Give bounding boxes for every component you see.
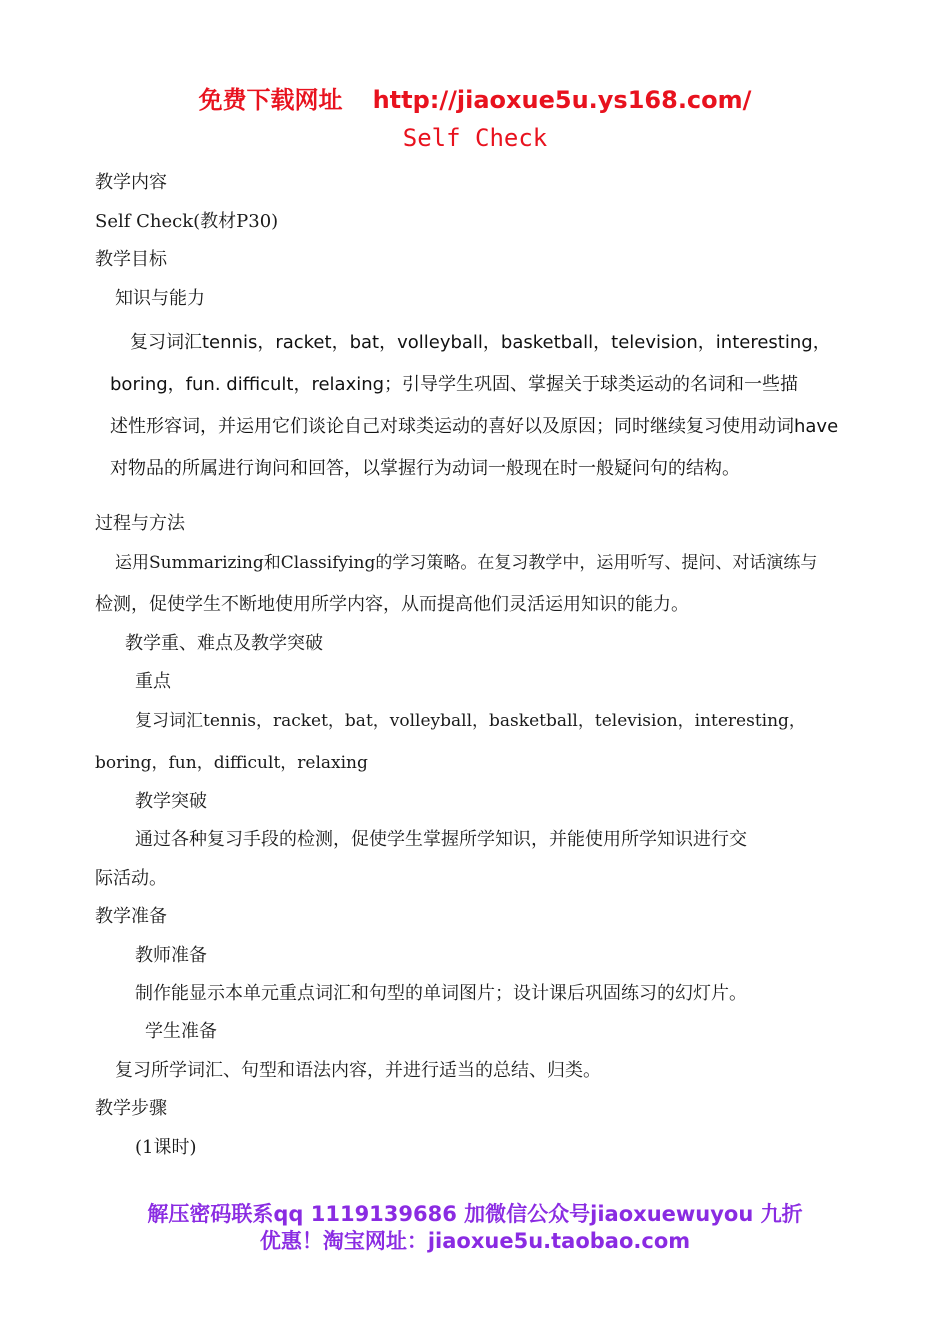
teacher-prep-heading: 教师准备 (135, 945, 207, 966)
download-url-link[interactable]: http://jiaoxue5u.ys168.com/ (372, 86, 752, 114)
goals-heading: 教学目标 (95, 249, 167, 270)
teacher-prep-text: 制作能显示本单元重点词汇和句型的单词图片；设计课后巩固练习的幻灯片。 (135, 983, 747, 1004)
student-prep-text: 复习所学词汇、句型和语法内容，并进行适当的总结、归类。 (115, 1060, 601, 1081)
breakthrough-line-1: 通过各种复习手段的检测，促使学生掌握所学知识，并能使用所学知识进行交 (135, 829, 747, 850)
footer-line-1: 解压密码联系qq 1119139686 加微信公众号jiaoxuewuyou 九折 (147, 1202, 803, 1226)
breakthrough-heading: 教学突破 (135, 791, 207, 812)
process-line-2: 检测，促使学生不断地使用所学内容，从而提高他们灵活运用知识的能力。 (95, 594, 689, 615)
knowledge-line-4: 对物品的所属进行询问和回答，以掌握行为动词一般现在时一般疑问句的结构。 (110, 458, 740, 479)
key-line-1: 复习词汇tennis，racket，bat，volleyball，basketball，television，interesting， (135, 711, 806, 731)
key-points-heading: 教学重、难点及教学突破 (125, 633, 323, 654)
student-prep-heading: 学生准备 (145, 1021, 217, 1042)
knowledge-line-1: 复习词汇tennis，racket，bat，volleyball，basketball，television，interesting， (130, 332, 831, 353)
free-download-label: 免费下载网址 (198, 86, 343, 114)
steps-period: (1课时) (135, 1137, 197, 1158)
knowledge-line-3: 述性形容词，并运用它们谈论自己对球类运动的喜好以及原因；同时继续复习使用动词have (110, 416, 839, 437)
knowledge-line-2: boring，fun. difficult，relaxing；引导学生巩固、掌握关于球类运动的名词和一些描 (110, 374, 799, 395)
key-heading: 重点 (135, 671, 171, 692)
key-line-2: boring，fun，difficult，relaxing (95, 753, 368, 773)
process-line-1: 运用Summarizing和Classifying的学习策略。在复习教学中，运用听写、提问、对话演练与 (115, 553, 818, 573)
content-heading: 教学内容 (95, 172, 167, 193)
breakthrough-line-2: 际活动。 (95, 868, 167, 889)
footer-line-2: 优惠！淘宝网址：jiaoxue5u.taobao.com (259, 1229, 691, 1253)
steps-heading: 教学步骤 (95, 1098, 167, 1119)
process-heading: 过程与方法 (95, 513, 185, 534)
free-download-header (0, 80, 950, 115)
content-text: Self Check(教材P30) (95, 211, 279, 232)
prep-heading: 教学准备 (95, 906, 167, 927)
page-title: Self Check (402, 124, 548, 152)
knowledge-heading: 知识与能力 (115, 288, 205, 309)
